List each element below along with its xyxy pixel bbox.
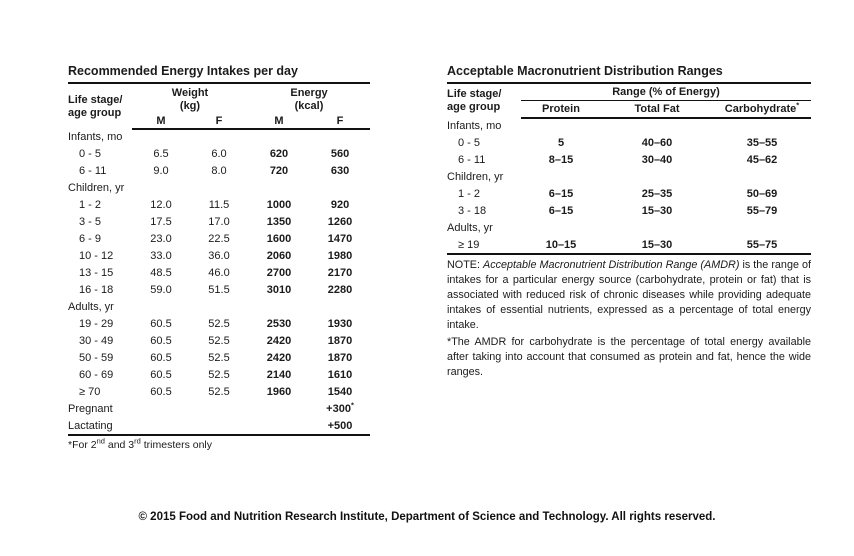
weight-f-cell	[190, 401, 248, 418]
life-stage-cell	[68, 401, 132, 418]
weight-f-cell: 52.5	[208, 335, 230, 347]
table-row	[68, 299, 370, 316]
energy-m-cell: 1350	[266, 216, 292, 228]
weight-m-cell: 12.0	[150, 199, 172, 211]
carbohydrate-cell: 50–69	[746, 188, 778, 200]
total-fat-cell: 40–60	[641, 137, 673, 149]
energy-m-cell	[248, 299, 310, 316]
weight-f-cell: 52.5	[208, 369, 230, 381]
table-row	[68, 129, 370, 146]
copyright-footer: © 2015 Food and Nutrition Research Institute, Department of Science and Technology. All rights reserved.	[138, 511, 716, 523]
total-fat-cell: 30–40	[641, 154, 673, 166]
table-row	[68, 214, 370, 231]
energy-f-cell: 920	[330, 199, 350, 211]
life-stage-cell	[68, 265, 132, 282]
life-stage-cell	[447, 118, 521, 135]
energy-header: Energy (kcal)	[290, 87, 328, 112]
row-label: Infants, mo	[68, 131, 123, 143]
row-label: 60 - 69	[79, 369, 114, 381]
table-row	[68, 265, 370, 282]
weight-m-cell: 60.5	[150, 335, 172, 347]
amdr-table-body	[447, 118, 811, 254]
energy-m-cell: 2700	[266, 267, 292, 279]
table-row	[68, 180, 370, 197]
weight-m-cell: 6.5	[153, 148, 169, 160]
energy-f-cell: 630	[330, 165, 350, 177]
energy-f-cell: 2170	[327, 267, 353, 279]
table-row	[68, 197, 370, 214]
carbohydrate-cell	[713, 118, 811, 135]
table-row	[68, 384, 370, 401]
weight-m-cell: 60.5	[150, 369, 172, 381]
weight-m-cell: 60.5	[150, 318, 172, 330]
amdr-table-block	[447, 64, 811, 380]
amdr-table-title: Acceptable Macronutrient Distribution Ranges	[447, 64, 811, 84]
protein-cell	[521, 220, 601, 237]
energy-m-cell	[248, 180, 310, 197]
row-label: 19 - 29	[79, 318, 114, 330]
weight-f-cell: 52.5	[208, 318, 230, 330]
life-stage-cell	[68, 384, 132, 401]
weight-m-cell: 23.0	[150, 233, 172, 245]
life-stage-header: Life stage/ age group	[447, 88, 502, 113]
life-stage-cell	[447, 186, 521, 203]
weight-f-cell: 11.5	[208, 199, 230, 211]
weight-f-cell: 51.5	[208, 284, 230, 296]
weight-f-cell: 17.0	[208, 216, 230, 228]
weight-m-cell: 59.0	[150, 284, 172, 296]
energy-m-cell: 1000	[266, 199, 292, 211]
table-row	[68, 282, 370, 299]
weight-f-cell: 22.5	[208, 233, 230, 245]
energy-f-cell	[310, 129, 370, 146]
carbohydrate-cell: 55–79	[746, 205, 778, 217]
energy-m-cell: 720	[269, 165, 289, 177]
energy-f-cell: 1540	[327, 386, 353, 398]
life-stage-cell	[68, 214, 132, 231]
weight-header: Weight (kg)	[171, 87, 209, 112]
row-label: Adults, yr	[447, 222, 493, 234]
range-span-header: Range (% of Energy)	[521, 84, 811, 100]
table-row	[447, 220, 811, 237]
row-label: 50 - 59	[79, 352, 114, 364]
life-stage-cell	[68, 146, 132, 163]
row-label: ≥ 70	[79, 386, 101, 398]
table-row	[447, 186, 811, 203]
energy-f-cell: 560	[330, 148, 350, 160]
total-fat-cell: 15–30	[641, 238, 673, 251]
energy-f-cell: 1980	[327, 250, 353, 262]
row-label: 10 - 12	[79, 250, 114, 262]
weight-m-cell: 9.0	[153, 165, 169, 177]
energy-f-cell: +500	[327, 419, 353, 432]
energy-male-header: M	[248, 113, 310, 129]
total-fat-cell: 15–30	[641, 205, 673, 217]
row-label: Adults, yr	[68, 301, 114, 313]
life-stage-header: Life stage/ age group	[68, 93, 123, 119]
energy-f-cell	[310, 180, 370, 197]
energy-table-body	[68, 129, 370, 435]
total-fat-cell	[601, 169, 713, 186]
energy-m-cell: 1960	[266, 386, 292, 398]
weight-f-cell: 36.0	[208, 250, 230, 262]
energy-m-cell	[248, 129, 310, 146]
protein-cell: 8–15	[548, 154, 574, 166]
table-row	[68, 163, 370, 180]
energy-f-cell: 1260	[327, 216, 353, 228]
life-stage-cell	[447, 169, 521, 186]
life-stage-cell	[68, 180, 132, 197]
energy-m-cell	[248, 401, 310, 418]
energy-table-title: Recommended Energy Intakes per day	[68, 64, 370, 84]
row-label: ≥ 19	[458, 238, 480, 251]
table-row	[68, 401, 370, 418]
protein-cell	[521, 118, 601, 135]
energy-female-header: F	[310, 113, 370, 129]
row-label: 0 - 5	[458, 137, 481, 149]
energy-table-header	[68, 84, 370, 129]
energy-m-cell: 2060	[266, 250, 292, 262]
energy-m-cell: 1600	[266, 233, 292, 245]
life-stage-cell	[447, 203, 521, 220]
table-row	[447, 135, 811, 152]
table-row	[68, 316, 370, 333]
amdr-note: NOTE: Acceptable Macronutrient Distribution Range (AMDR) is the range of intakes for a particular energy source (carbohydrate, protein or fat) that is associated with reduced risk of chronic diseases while providing adequate intakes of essential nutrients, expressed as a percentage of total energy intake.	[447, 259, 811, 331]
energy-f-cell: 2280	[327, 284, 353, 296]
weight-m-cell	[132, 129, 190, 146]
weight-f-cell	[190, 418, 248, 435]
weight-f-cell	[190, 180, 248, 197]
total-fat-header: Total Fat	[601, 100, 713, 118]
weight-f-cell: 46.0	[208, 267, 230, 279]
energy-intakes-table-block	[68, 64, 370, 452]
life-stage-cell	[68, 282, 132, 299]
energy-m-cell: 620	[269, 148, 289, 160]
row-label: 1 - 2	[79, 199, 102, 211]
weight-m-cell: 60.5	[150, 352, 172, 364]
protein-header: Protein	[521, 100, 601, 118]
row-label: 3 - 5	[79, 216, 102, 228]
carbohydrate-cell: 35–55	[746, 137, 778, 149]
row-label: 6 - 11	[458, 154, 486, 166]
table-row	[447, 203, 811, 220]
energy-m-cell: 2420	[266, 335, 292, 347]
weight-f-cell: 52.5	[208, 386, 230, 398]
energy-intakes-table	[68, 84, 370, 436]
weight-m-cell: 33.0	[150, 250, 172, 262]
trimester-footnote: *For 2nd and 3rd trimesters only	[68, 436, 212, 451]
weight-m-cell	[132, 180, 190, 197]
table-row	[68, 367, 370, 384]
energy-m-cell: 2420	[266, 352, 292, 364]
weight-female-header: F	[190, 113, 248, 129]
energy-f-cell: 1870	[327, 335, 353, 347]
energy-f-cell: 1930	[327, 318, 353, 330]
carbohydrate-cell: 45–62	[746, 154, 778, 166]
life-stage-cell	[68, 367, 132, 384]
total-fat-cell	[601, 220, 713, 237]
weight-m-cell	[132, 418, 190, 435]
energy-m-cell	[248, 418, 310, 435]
life-stage-cell	[447, 220, 521, 237]
protein-cell: 5	[557, 137, 565, 149]
row-label: Children, yr	[447, 171, 504, 183]
life-stage-cell	[68, 163, 132, 180]
row-label: Infants, mo	[447, 120, 502, 132]
life-stage-cell	[447, 152, 521, 169]
carbohydrate-cell: 55–75	[746, 238, 778, 251]
life-stage-cell	[68, 316, 132, 333]
table-row	[68, 231, 370, 248]
row-label: 6 - 9	[79, 233, 102, 245]
energy-f-cell: +300*	[326, 400, 354, 415]
life-stage-cell	[68, 248, 132, 265]
life-stage-cell	[68, 197, 132, 214]
row-label: 13 - 15	[79, 267, 114, 279]
amdr-table	[447, 84, 811, 255]
row-label: 1 - 2	[458, 188, 481, 200]
table-row	[447, 118, 811, 135]
energy-m-cell: 3010	[266, 284, 292, 296]
weight-male-header: M	[132, 113, 190, 129]
table-row	[447, 237, 811, 254]
row-label: Lactating	[68, 419, 113, 432]
weight-f-cell	[190, 299, 248, 316]
life-stage-cell	[68, 418, 132, 435]
row-label: Pregnant	[68, 403, 113, 415]
carbohydrate-header: Carbohydrate*	[713, 100, 811, 118]
table-row	[68, 350, 370, 367]
energy-f-cell	[310, 299, 370, 316]
energy-f-cell: 1610	[327, 369, 353, 381]
table-row	[68, 418, 370, 435]
life-stage-cell	[447, 135, 521, 152]
protein-cell: 6–15	[548, 205, 574, 217]
carbohydrate-footnote: *The AMDR for carbohydrate is the percentage of total energy available after taking into account that consumed as protein and fat, hence the wide ranges.	[447, 336, 811, 378]
weight-m-cell: 60.5	[150, 386, 172, 398]
energy-f-cell: 1470	[327, 233, 353, 245]
total-fat-cell	[601, 118, 713, 135]
amdr-definition-italic: Acceptable Macronutrient Distribution Range (AMDR)	[483, 259, 740, 271]
footnote-marker: *	[350, 400, 354, 410]
total-fat-cell: 25–35	[641, 188, 673, 200]
weight-m-cell	[132, 299, 190, 316]
weight-m-cell	[132, 401, 190, 418]
weight-m-cell: 48.5	[150, 267, 172, 279]
table-row	[68, 333, 370, 350]
energy-m-cell: 2140	[266, 369, 292, 381]
life-stage-cell	[68, 333, 132, 350]
protein-cell: 10–15	[545, 238, 577, 251]
row-label: 16 - 18	[79, 284, 114, 296]
carbohydrate-cell	[713, 169, 811, 186]
life-stage-cell	[68, 231, 132, 248]
carbohydrate-cell	[713, 220, 811, 237]
amdr-table-header	[447, 84, 811, 118]
table-row	[68, 146, 370, 163]
weight-f-cell: 6.0	[211, 148, 227, 160]
weight-f-cell	[190, 129, 248, 146]
life-stage-cell	[68, 129, 132, 146]
table-row	[447, 152, 811, 169]
footnote-marker: *	[796, 100, 800, 110]
life-stage-cell	[68, 350, 132, 367]
row-label: 3 - 18	[458, 205, 487, 217]
row-label: Children, yr	[68, 182, 125, 194]
weight-m-cell: 17.5	[150, 216, 172, 228]
row-label: 0 - 5	[79, 148, 102, 160]
life-stage-cell	[68, 299, 132, 316]
table-row	[68, 248, 370, 265]
weight-f-cell: 8.0	[211, 165, 227, 177]
protein-cell	[521, 169, 601, 186]
life-stage-cell	[447, 237, 521, 254]
energy-f-cell: 1870	[327, 352, 353, 364]
energy-m-cell: 2530	[266, 318, 292, 330]
row-label: 30 - 49	[79, 335, 114, 347]
weight-f-cell: 52.5	[208, 352, 230, 364]
row-label: 6 - 11	[79, 165, 107, 177]
table-row	[447, 169, 811, 186]
protein-cell: 6–15	[548, 188, 574, 200]
